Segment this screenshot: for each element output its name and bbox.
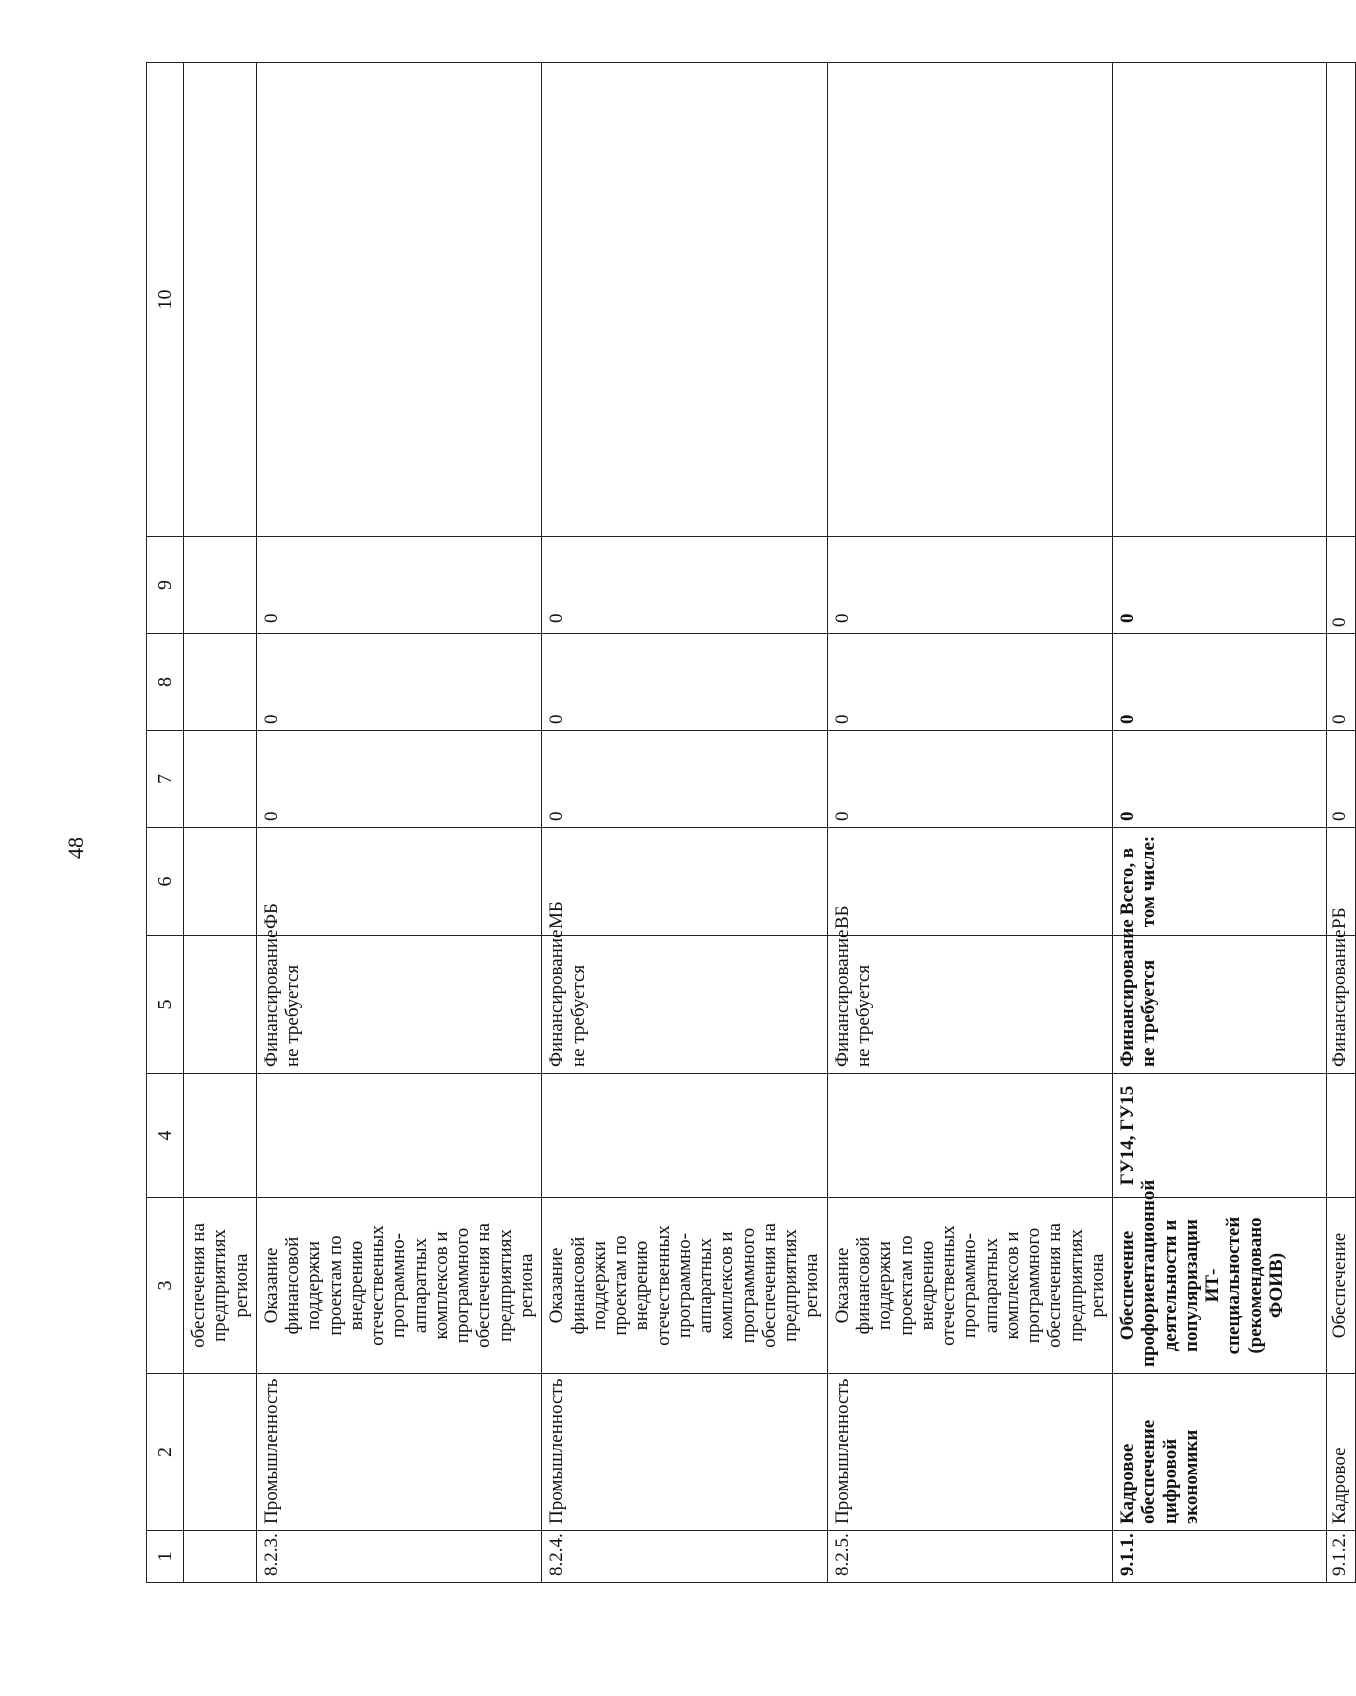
area: Кадровое [1327, 1374, 1356, 1531]
row-id: 9.1.2. [1327, 1531, 1356, 1583]
header-cell: 1 [147, 1531, 184, 1583]
value-7: 0 [256, 731, 541, 828]
budget-source: ФБ [256, 828, 541, 936]
row-id: 8.2.3. [256, 1531, 541, 1583]
cell-empty [184, 537, 257, 634]
continuation-row [184, 63, 257, 1583]
header-cell: 6 [147, 828, 184, 936]
measure: Оказание финансовой поддержки проектам по внедрению отечественных программно-аппаратных комплексов и программного обеспечения на предприятиях региона [827, 1198, 1112, 1374]
header-cell: 10 [147, 63, 184, 537]
responsible: ГУ14, ГУ15 [1113, 1074, 1327, 1198]
measure: Оказание финансовой поддержки проектам по внедрению отечественных программно-аппаратных комплексов и программного обеспечения на предприятиях региона [542, 1198, 827, 1374]
note [542, 63, 827, 537]
header-cell: 7 [147, 731, 184, 828]
area: Промышленность [542, 1374, 827, 1531]
area: Промышленность [827, 1374, 1112, 1531]
area: Промышленность [256, 1374, 541, 1531]
budget-source: МБ [542, 828, 827, 936]
measure: Обеспечение [1327, 1198, 1356, 1374]
header-cell: 5 [147, 936, 184, 1074]
value-8: 0 [1113, 634, 1327, 731]
value-7: 0 [1327, 731, 1356, 828]
financing: Финансирование не требуется [827, 936, 1112, 1074]
cell-empty [184, 63, 257, 537]
header-cell: 2 [147, 1374, 184, 1531]
budget-source: РБ [1327, 828, 1356, 936]
value-7: 0 [1113, 731, 1327, 828]
financing: Финансирование [1327, 936, 1356, 1074]
row-id: 8.2.5. [827, 1531, 1112, 1583]
value-9: 0 [256, 537, 541, 634]
table-row [827, 63, 1112, 1583]
financing: Финансирование не требуется [542, 936, 827, 1074]
responsible [827, 1074, 1112, 1198]
value-9: 0 [827, 537, 1112, 634]
responsible [1327, 1074, 1356, 1198]
note [1113, 63, 1327, 537]
value-8: 0 [827, 634, 1112, 731]
note [827, 63, 1112, 537]
cell-empty [184, 634, 257, 731]
value-9: 0 [1113, 537, 1327, 634]
value-7: 0 [827, 731, 1112, 828]
responsible [542, 1074, 827, 1198]
budget-source: ВБ [827, 828, 1112, 936]
cell-empty [184, 731, 257, 828]
cell-empty [184, 936, 257, 1074]
program-measures-table [146, 62, 1356, 1583]
value-8: 0 [1327, 634, 1356, 731]
financing: Финансирование не требуется [1113, 936, 1327, 1074]
header-row [147, 63, 184, 1583]
value-8: 0 [542, 634, 827, 731]
table-row [1113, 63, 1327, 1583]
area: Кадровое обеспечение цифровой экономики [1113, 1374, 1327, 1531]
header-cell: 8 [147, 634, 184, 731]
table-row [542, 63, 827, 1583]
value-9: 0 [542, 537, 827, 634]
table-row [256, 63, 541, 1583]
budget-source: Всего, в том числе: [1113, 828, 1327, 936]
note [1327, 63, 1356, 537]
table-row [1327, 63, 1356, 1583]
cell-empty [184, 1374, 257, 1531]
measure-continued: обеспечения на предприятиях региона [184, 1198, 257, 1374]
value-9: 0 [1327, 537, 1356, 634]
measure: Оказание финансовой поддержки проектам по внедрению отечественных программно-аппаратных комплексов и программного обеспечения на предприятиях региона [256, 1198, 541, 1374]
cell-empty [184, 1074, 257, 1198]
value-8: 0 [256, 634, 541, 731]
cell-empty [184, 828, 257, 936]
note [256, 63, 541, 537]
header-cell: 3 [147, 1198, 184, 1374]
page-number: 48 [63, 837, 88, 859]
header-cell: 4 [147, 1074, 184, 1198]
row-id: 8.2.4. [542, 1531, 827, 1583]
header-cell: 9 [147, 537, 184, 634]
responsible [256, 1074, 541, 1198]
rotated-table-wrapper [146, 63, 1351, 1583]
cell-empty [184, 1531, 257, 1583]
value-7: 0 [542, 731, 827, 828]
row-id: 9.1.1. [1113, 1531, 1327, 1583]
measure: Обеспечение профориентационной деятельности и популяризации ИТ-специальностей (рекомендовано ФОИВ) [1113, 1198, 1327, 1374]
financing: Финансирование не требуется [256, 936, 541, 1074]
